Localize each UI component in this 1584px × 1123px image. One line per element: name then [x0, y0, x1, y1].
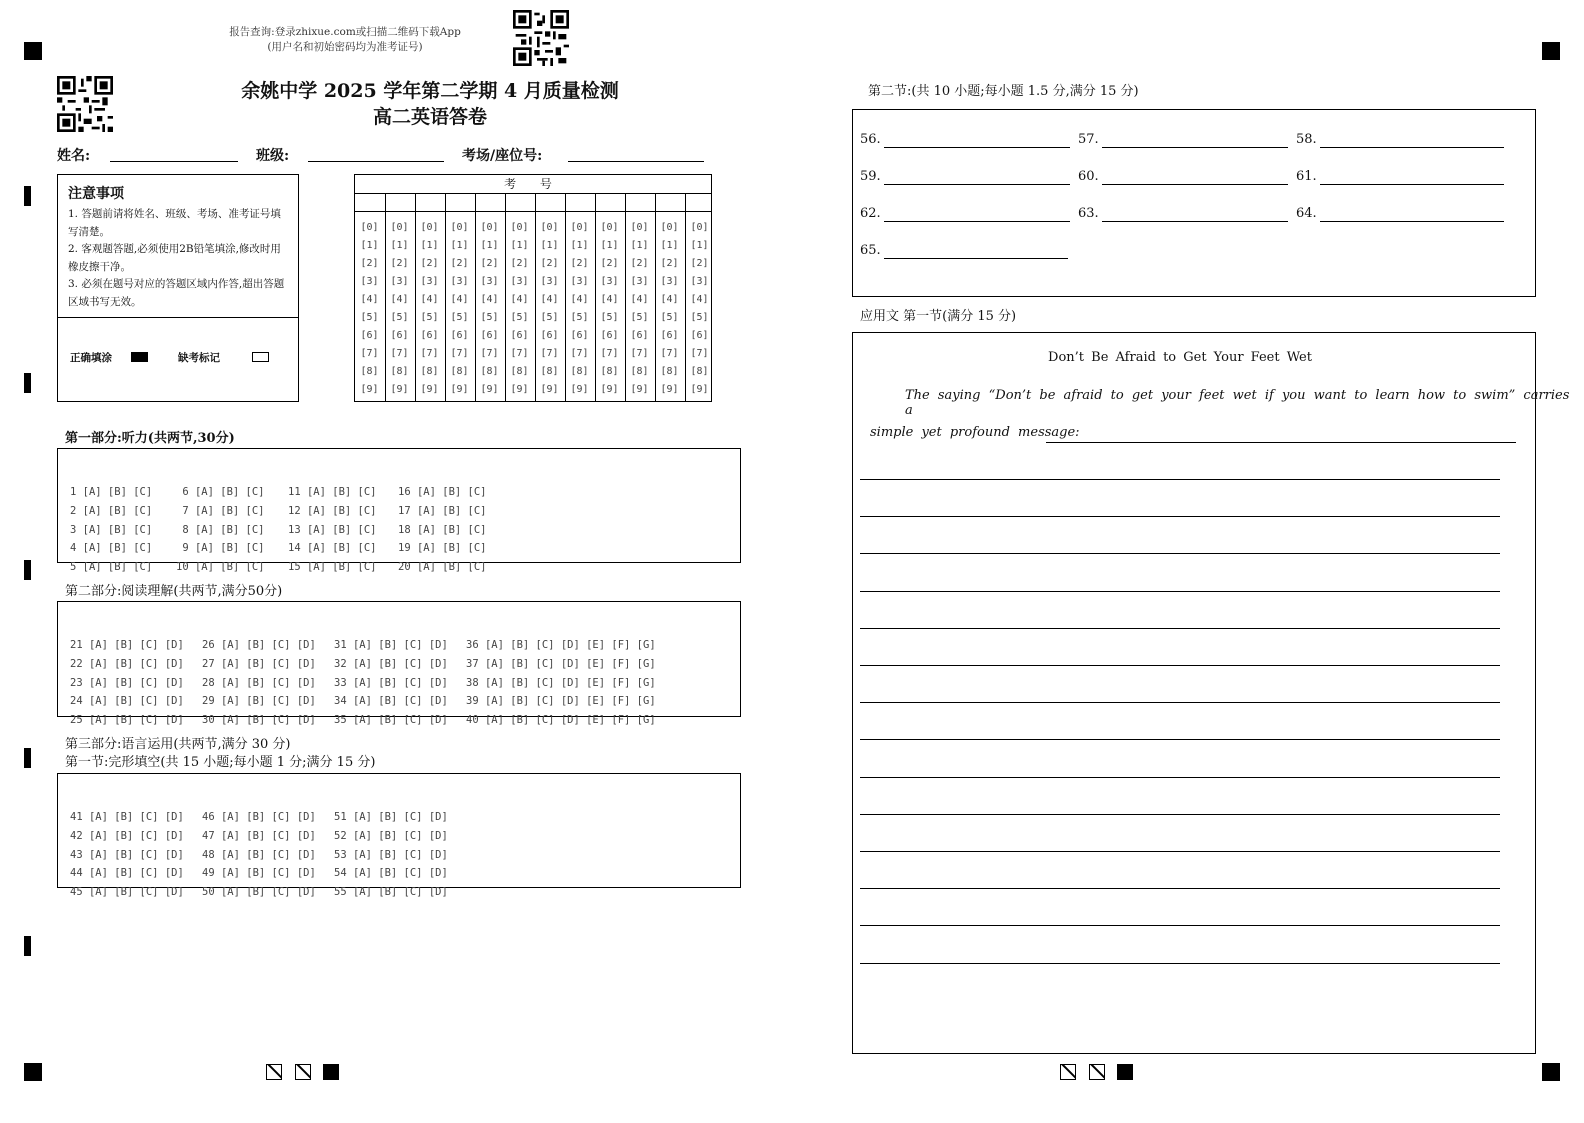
- digit-bubble[interactable]: [8]: [690, 366, 709, 377]
- correct-fill-sample: [131, 352, 148, 362]
- digit-bubble[interactable]: [2]: [600, 258, 619, 269]
- part2-answer-box: [57, 601, 741, 727]
- digit-bubble[interactable]: [2]: [630, 258, 649, 269]
- timing-mark: [24, 186, 31, 206]
- part2-title: 第二部分:阅读理解(共两节,满分50分): [65, 584, 283, 599]
- corner-mark-top-right: [1542, 42, 1560, 60]
- digit-bubble[interactable]: [5]: [450, 312, 469, 323]
- digit-column[interactable]: [475, 219, 504, 399]
- answer-line-62[interactable]: [884, 221, 1070, 222]
- answer-line-59[interactable]: [884, 184, 1070, 185]
- writing-title: 应用文 第一节(满分 15 分): [860, 309, 1017, 324]
- part1-answer-box: [57, 448, 741, 574]
- answer-row[interactable]: 7 [A] [B] [C]: [182, 504, 265, 517]
- answer-row[interactable]: 33 [A] [B] [C] [D]: [334, 676, 448, 689]
- digit-bubble[interactable]: [6]: [660, 330, 679, 341]
- notice-divider: [58, 317, 298, 318]
- digit-bubble[interactable]: [0]: [600, 222, 619, 233]
- answer-row[interactable]: 1 [A] [B] [C]: [70, 486, 153, 498]
- answer-row[interactable]: 37 [A] [B] [C] [D] [E] [F] [G]: [466, 657, 656, 670]
- answer-row[interactable]: 19 [A] [B] [C]: [398, 542, 487, 555]
- answer-column[interactable]: [334, 784, 448, 926]
- answer-row[interactable]: 49 [A] [B] [C] [D]: [202, 867, 316, 880]
- digit-bubble[interactable]: [6]: [390, 330, 409, 341]
- answer-row[interactable]: 13 [A] [B] [C]: [288, 523, 377, 536]
- answer-line-56[interactable]: [884, 147, 1070, 148]
- question-number: 60.: [1078, 169, 1099, 184]
- digit-bubble[interactable]: [5]: [690, 312, 709, 323]
- answer-row[interactable]: 18 [A] [B] [C]: [398, 523, 487, 536]
- digit-bubble[interactable]: [9]: [600, 384, 619, 395]
- answer-row[interactable]: 51 [A] [B] [C] [D]: [334, 811, 448, 823]
- digit-bubble[interactable]: [8]: [360, 366, 379, 377]
- notice-item: 3. 必须在题号对应的答题区域内作答,超出答题区域书写无效。: [68, 278, 285, 308]
- digit-bubble[interactable]: [9]: [510, 384, 529, 395]
- digit-bubble[interactable]: [1]: [540, 240, 559, 251]
- digit-column[interactable]: [595, 219, 624, 399]
- answer-row[interactable]: 29 [A] [B] [C] [D]: [202, 695, 316, 708]
- answer-row[interactable]: 27 [A] [B] [C] [D]: [202, 657, 316, 670]
- answer-row[interactable]: 32 [A] [B] [C] [D]: [334, 657, 448, 670]
- digit-bubble[interactable]: [0]: [540, 222, 559, 233]
- correct-fill-label: 正确填涂: [70, 352, 112, 364]
- answer-row[interactable]: 15 [A] [B] [C]: [288, 561, 377, 574]
- writing-line[interactable]: [860, 963, 1500, 964]
- writing-line[interactable]: [860, 479, 1500, 480]
- digit-bubble[interactable]: [9]: [360, 384, 379, 395]
- digit-bubble[interactable]: [4]: [360, 294, 379, 305]
- digit-bubble[interactable]: [7]: [390, 348, 409, 359]
- question-number: 63.: [1078, 206, 1099, 221]
- digit-bubble[interactable]: [5]: [480, 312, 499, 323]
- question-number: 64.: [1296, 206, 1317, 221]
- answer-column[interactable]: [466, 612, 656, 754]
- writing-line[interactable]: [1046, 442, 1516, 443]
- qr-code-icon: [513, 10, 569, 66]
- writing-line[interactable]: [860, 628, 1500, 629]
- writing-line[interactable]: [860, 851, 1500, 852]
- question-number: 58.: [1296, 132, 1317, 147]
- page-code-mark: [1117, 1064, 1133, 1080]
- digit-bubble[interactable]: [3]: [690, 276, 709, 287]
- qr-code-icon: [57, 76, 113, 132]
- notice-item: 2. 客观题答题,必须使用2B铅笔填涂,修改时用橡皮擦干净。: [68, 243, 281, 273]
- answer-row[interactable]: 35 [A] [B] [C] [D]: [334, 714, 448, 727]
- timing-mark: [24, 748, 31, 768]
- digit-bubble[interactable]: [0]: [480, 222, 499, 233]
- digit-bubble[interactable]: [1]: [510, 240, 529, 251]
- digit-bubble[interactable]: [7]: [600, 348, 619, 359]
- answer-line-61[interactable]: [1320, 184, 1504, 185]
- digit-bubble[interactable]: [1]: [570, 240, 589, 251]
- digit-bubble[interactable]: [9]: [390, 384, 409, 395]
- digit-bubble[interactable]: [1]: [420, 240, 439, 251]
- answer-row[interactable]: 26 [A] [B] [C] [D]: [202, 639, 316, 651]
- notice-item: 1. 答题前请将姓名、班级、考场、准考证号填写清楚。: [68, 208, 281, 238]
- digit-bubble[interactable]: [1]: [690, 240, 709, 251]
- digit-bubble[interactable]: [3]: [420, 276, 439, 287]
- exam-number-caption: 考 号: [355, 175, 711, 194]
- writing-line[interactable]: [860, 814, 1500, 815]
- digit-bubble[interactable]: [4]: [510, 294, 529, 305]
- digit-bubble[interactable]: [4]: [540, 294, 559, 305]
- digit-bubble[interactable]: [7]: [570, 348, 589, 359]
- answer-row[interactable]: 20 [A] [B] [C]: [398, 561, 487, 574]
- digit-bubble[interactable]: [6]: [360, 330, 379, 341]
- corner-mark-top-left: [24, 42, 42, 60]
- page-code-mark: [323, 1064, 339, 1080]
- digit-bubble[interactable]: [0]: [690, 222, 709, 233]
- answer-line-60[interactable]: [1102, 184, 1288, 185]
- digit-bubble[interactable]: [2]: [480, 258, 499, 269]
- digit-bubble[interactable]: [3]: [360, 276, 379, 287]
- answer-row[interactable]: 2 [A] [B] [C]: [70, 504, 153, 517]
- writing-line[interactable]: [860, 665, 1500, 666]
- digit-bubble[interactable]: [8]: [480, 366, 499, 377]
- digit-bubble[interactable]: [3]: [390, 276, 409, 287]
- question-number: 59.: [860, 169, 881, 184]
- digit-bubble[interactable]: [4]: [450, 294, 469, 305]
- notice-heading: 注意事项: [68, 186, 124, 202]
- digit-bubble[interactable]: [3]: [660, 276, 679, 287]
- answer-row[interactable]: 43 [A] [B] [C] [D]: [70, 848, 184, 861]
- digit-bubble[interactable]: [8]: [570, 366, 589, 377]
- digit-bubble[interactable]: [9]: [630, 384, 649, 395]
- digit-bubble[interactable]: [2]: [390, 258, 409, 269]
- timing-mark: [24, 936, 31, 956]
- timing-mark: [24, 373, 31, 393]
- digit-bubble[interactable]: [0]: [390, 222, 409, 233]
- answer-row[interactable]: 46 [A] [B] [C] [D]: [202, 811, 316, 823]
- digit-bubble[interactable]: [3]: [450, 276, 469, 287]
- answer-row[interactable]: 36 [A] [B] [C] [D] [E] [F] [G]: [466, 639, 656, 651]
- digit-bubble[interactable]: [9]: [450, 384, 469, 395]
- digit-bubble[interactable]: [8]: [450, 366, 469, 377]
- writing-answer-box: [852, 332, 1536, 1054]
- digit-bubble[interactable]: [2]: [690, 258, 709, 269]
- answer-row[interactable]: 28 [A] [B] [C] [D]: [202, 676, 316, 689]
- answer-row[interactable]: 38 [A] [B] [C] [D] [E] [F] [G]: [466, 676, 656, 689]
- login-hint: (用户名和初始密码均为准考证号): [267, 41, 423, 53]
- digit-column[interactable]: [535, 219, 564, 399]
- answer-row[interactable]: 16 [A] [B] [C]: [398, 486, 487, 498]
- digit-bubble[interactable]: [7]: [630, 348, 649, 359]
- digit-bubble[interactable]: [0]: [630, 222, 649, 233]
- digit-bubble[interactable]: [0]: [570, 222, 589, 233]
- absent-mark-checkbox[interactable]: [252, 352, 269, 362]
- room-seat-field[interactable]: [568, 161, 704, 162]
- answer-row[interactable]: 54 [A] [B] [C] [D]: [334, 867, 448, 880]
- digit-bubble[interactable]: [8]: [510, 366, 529, 377]
- digit-column[interactable]: [415, 219, 444, 399]
- answer-row[interactable]: 39 [A] [B] [C] [D] [E] [F] [G]: [466, 695, 656, 708]
- answer-row[interactable]: 41 [A] [B] [C] [D]: [70, 811, 184, 823]
- answer-column[interactable]: [334, 612, 448, 754]
- answer-row[interactable]: 45 [A] [B] [C] [D]: [70, 886, 184, 899]
- digit-bubble[interactable]: [2]: [510, 258, 529, 269]
- answer-row[interactable]: 14 [A] [B] [C]: [288, 542, 377, 555]
- writing-line[interactable]: [860, 591, 1500, 592]
- answer-row[interactable]: 34 [A] [B] [C] [D]: [334, 695, 448, 708]
- digit-bubble[interactable]: [3]: [540, 276, 559, 287]
- digit-bubble[interactable]: [5]: [390, 312, 409, 323]
- part3-answer-box: [57, 773, 741, 899]
- digit-bubble[interactable]: [1]: [390, 240, 409, 251]
- digit-bubble[interactable]: [4]: [570, 294, 589, 305]
- answer-row[interactable]: 5 [A] [B] [C]: [70, 561, 153, 574]
- answer-row[interactable]: 53 [A] [B] [C] [D]: [334, 848, 448, 861]
- writing-line[interactable]: [860, 925, 1500, 926]
- question-number: 57.: [1078, 132, 1099, 147]
- answer-row[interactable]: 9 [A] [B] [C]: [182, 542, 265, 555]
- digit-bubble[interactable]: [1]: [480, 240, 499, 251]
- answer-row[interactable]: 50 [A] [B] [C] [D]: [202, 886, 316, 899]
- digit-bubble[interactable]: [3]: [630, 276, 649, 287]
- digit-bubble[interactable]: [6]: [420, 330, 439, 341]
- digit-bubble[interactable]: [7]: [450, 348, 469, 359]
- digit-bubble[interactable]: [4]: [660, 294, 679, 305]
- digit-bubble[interactable]: [8]: [660, 366, 679, 377]
- answer-row[interactable]: 24 [A] [B] [C] [D]: [70, 695, 184, 708]
- digit-bubble[interactable]: [7]: [360, 348, 379, 359]
- digit-bubble[interactable]: [1]: [660, 240, 679, 251]
- answer-row[interactable]: 17 [A] [B] [C]: [398, 504, 487, 517]
- answer-column[interactable]: [202, 784, 316, 926]
- timing-mark: [24, 560, 31, 580]
- name-label: 姓名:: [57, 148, 91, 164]
- writing-line[interactable]: [860, 516, 1500, 517]
- answer-row[interactable]: 23 [A] [B] [C] [D]: [70, 676, 184, 689]
- digit-bubble[interactable]: [9]: [570, 384, 589, 395]
- part1-title: 第一部分:听力(共两节,30分): [65, 431, 235, 446]
- question-number: 62.: [860, 206, 881, 221]
- answer-row[interactable]: 47 [A] [B] [C] [D]: [202, 829, 316, 842]
- question-number: 61.: [1296, 169, 1317, 184]
- corner-mark-bottom-right: [1542, 1063, 1560, 1081]
- exam-number-write-row[interactable]: [355, 193, 711, 212]
- page-code-mark: [1060, 1064, 1076, 1080]
- report-hint: 报告查询:登录zhixue.com或扫描二维码下载App: [229, 26, 461, 38]
- exam-number-grid: [354, 174, 712, 402]
- digit-bubble[interactable]: [4]: [420, 294, 439, 305]
- absent-mark-label: 缺考标记: [178, 352, 220, 364]
- writing-line[interactable]: [860, 777, 1500, 778]
- writing-line[interactable]: [860, 888, 1500, 889]
- digit-bubble[interactable]: [4]: [390, 294, 409, 305]
- part3-title: 第三部分:语言运用(共两节,满分 30 分): [65, 737, 291, 752]
- answer-row[interactable]: 44 [A] [B] [C] [D]: [70, 867, 184, 880]
- answer-row[interactable]: 6 [A] [B] [C]: [182, 486, 265, 498]
- digit-bubble[interactable]: [8]: [600, 366, 619, 377]
- answer-line-65[interactable]: [884, 258, 1068, 259]
- answer-row[interactable]: 12 [A] [B] [C]: [288, 504, 377, 517]
- digit-bubble[interactable]: [0]: [510, 222, 529, 233]
- digit-bubble[interactable]: [0]: [660, 222, 679, 233]
- answer-row[interactable]: 21 [A] [B] [C] [D]: [70, 639, 184, 651]
- question-number: 65.: [860, 243, 881, 258]
- answer-row[interactable]: 42 [A] [B] [C] [D]: [70, 829, 184, 842]
- digit-column[interactable]: [505, 219, 534, 399]
- digit-bubble[interactable]: [1]: [630, 240, 649, 251]
- answer-row[interactable]: 10 [A] [B] [C]: [176, 561, 265, 574]
- digit-column[interactable]: [355, 219, 384, 399]
- digit-bubble[interactable]: [6]: [480, 330, 499, 341]
- digit-column[interactable]: [385, 219, 414, 399]
- answer-row[interactable]: 52 [A] [B] [C] [D]: [334, 829, 448, 842]
- digit-bubble[interactable]: [1]: [600, 240, 619, 251]
- digit-bubble[interactable]: [5]: [540, 312, 559, 323]
- section2-answer-box: [852, 109, 1536, 297]
- answer-line-63[interactable]: [1102, 221, 1288, 222]
- essay-intro-line2: simple yet profound message:: [870, 425, 1080, 440]
- answer-row[interactable]: 40 [A] [B] [C] [D] [E] [F] [G]: [466, 714, 656, 727]
- digit-bubble[interactable]: [7]: [510, 348, 529, 359]
- digit-bubble[interactable]: [6]: [540, 330, 559, 341]
- answer-line-57[interactable]: [1102, 147, 1288, 148]
- writing-line[interactable]: [860, 739, 1500, 740]
- digit-bubble[interactable]: [2]: [570, 258, 589, 269]
- digit-bubble[interactable]: [9]: [540, 384, 559, 395]
- answer-row[interactable]: 22 [A] [B] [C] [D]: [70, 657, 184, 670]
- digit-bubble[interactable]: [7]: [690, 348, 709, 359]
- page-code-mark: [295, 1064, 311, 1080]
- digit-bubble[interactable]: [2]: [450, 258, 469, 269]
- question-number: 56.: [860, 132, 881, 147]
- answer-column[interactable]: [70, 784, 184, 926]
- digit-column[interactable]: [445, 219, 474, 399]
- digit-bubble[interactable]: [6]: [510, 330, 529, 341]
- digit-bubble[interactable]: [5]: [420, 312, 439, 323]
- digit-bubble[interactable]: [5]: [660, 312, 679, 323]
- digit-bubble[interactable]: [7]: [540, 348, 559, 359]
- digit-bubble[interactable]: [3]: [480, 276, 499, 287]
- page-title: 余姚中学 2025 学年第二学期 4 月质量检测: [241, 80, 619, 102]
- answer-row[interactable]: 4 [A] [B] [C]: [70, 542, 153, 555]
- digit-bubble[interactable]: [7]: [420, 348, 439, 359]
- name-field[interactable]: [110, 161, 238, 162]
- digit-bubble[interactable]: [5]: [570, 312, 589, 323]
- digit-bubble[interactable]: [4]: [480, 294, 499, 305]
- digit-bubble[interactable]: [4]: [600, 294, 619, 305]
- digit-bubble[interactable]: [5]: [510, 312, 529, 323]
- answer-column[interactable]: [288, 459, 377, 601]
- page-subtitle: 高二英语答卷: [372, 106, 487, 128]
- writing-line[interactable]: [860, 553, 1500, 554]
- digit-bubble[interactable]: [7]: [660, 348, 679, 359]
- digit-bubble[interactable]: [7]: [480, 348, 499, 359]
- digit-bubble[interactable]: [9]: [660, 384, 679, 395]
- digit-bubble[interactable]: [9]: [690, 384, 709, 395]
- digit-bubble[interactable]: [2]: [660, 258, 679, 269]
- page-code-mark: [1089, 1064, 1105, 1080]
- digit-bubble[interactable]: [5]: [360, 312, 379, 323]
- essay-intro-line1: The saying “Don’t be afraid to get your feet wet if you want to learn how to swim” carries a: [905, 388, 1570, 418]
- digit-column[interactable]: [625, 219, 654, 399]
- digit-bubble[interactable]: [6]: [600, 330, 619, 341]
- answer-row[interactable]: 8 [A] [B] [C]: [182, 523, 265, 536]
- digit-bubble[interactable]: [3]: [600, 276, 619, 287]
- answer-row[interactable]: 31 [A] [B] [C] [D]: [334, 639, 448, 651]
- answer-column[interactable]: [398, 459, 487, 601]
- digit-bubble[interactable]: [1]: [360, 240, 379, 251]
- page-code-mark: [266, 1064, 282, 1080]
- part3-section1-title: 第一节:完形填空(共 15 小题;每小题 1 分;满分 15 分): [65, 755, 376, 770]
- digit-bubble[interactable]: [4]: [630, 294, 649, 305]
- digit-bubble[interactable]: [6]: [690, 330, 709, 341]
- digit-bubble[interactable]: [3]: [570, 276, 589, 287]
- digit-bubble[interactable]: [5]: [630, 312, 649, 323]
- digit-bubble[interactable]: [9]: [420, 384, 439, 395]
- digit-bubble[interactable]: [2]: [420, 258, 439, 269]
- room-seat-label: 考场/座位号:: [462, 148, 543, 164]
- digit-bubble[interactable]: [8]: [540, 366, 559, 377]
- digit-bubble[interactable]: [9]: [480, 384, 499, 395]
- digit-bubble[interactable]: [6]: [450, 330, 469, 341]
- answer-row[interactable]: 48 [A] [B] [C] [D]: [202, 848, 316, 861]
- class-label: 班级:: [256, 148, 290, 164]
- section2-title: 第二节:(共 10 小题;每小题 1.5 分,满分 15 分): [868, 84, 1139, 99]
- digit-column[interactable]: [685, 219, 714, 399]
- answer-row[interactable]: 11 [A] [B] [C]: [288, 486, 377, 498]
- answer-row[interactable]: 25 [A] [B] [C] [D]: [70, 714, 184, 727]
- answer-row[interactable]: 3 [A] [B] [C]: [70, 523, 153, 536]
- writing-line[interactable]: [860, 702, 1500, 703]
- digit-column[interactable]: [565, 219, 594, 399]
- digit-column[interactable]: [655, 219, 684, 399]
- digit-bubble[interactable]: [0]: [360, 222, 379, 233]
- corner-mark-bottom-left: [24, 1063, 42, 1081]
- essay-title: Don’t Be Afraid to Get Your Feet Wet: [1048, 350, 1312, 365]
- digit-bubble[interactable]: [8]: [630, 366, 649, 377]
- digit-bubble[interactable]: [3]: [510, 276, 529, 287]
- digit-bubble[interactable]: [8]: [420, 366, 439, 377]
- digit-bubble[interactable]: [6]: [570, 330, 589, 341]
- answer-row[interactable]: 55 [A] [B] [C] [D]: [334, 886, 448, 899]
- notice-box: [57, 174, 299, 402]
- digit-bubble[interactable]: [8]: [390, 366, 409, 377]
- digit-bubble[interactable]: [0]: [420, 222, 439, 233]
- answer-line-58[interactable]: [1320, 147, 1504, 148]
- digit-bubble[interactable]: [6]: [630, 330, 649, 341]
- answer-line-64[interactable]: [1320, 221, 1504, 222]
- class-field[interactable]: [308, 161, 444, 162]
- digit-bubble[interactable]: [5]: [600, 312, 619, 323]
- digit-bubble[interactable]: [2]: [540, 258, 559, 269]
- digit-bubble[interactable]: [2]: [360, 258, 379, 269]
- digit-bubble[interactable]: [1]: [450, 240, 469, 251]
- digit-bubble[interactable]: [4]: [690, 294, 709, 305]
- answer-row[interactable]: 30 [A] [B] [C] [D]: [202, 714, 316, 727]
- digit-bubble[interactable]: [0]: [450, 222, 469, 233]
